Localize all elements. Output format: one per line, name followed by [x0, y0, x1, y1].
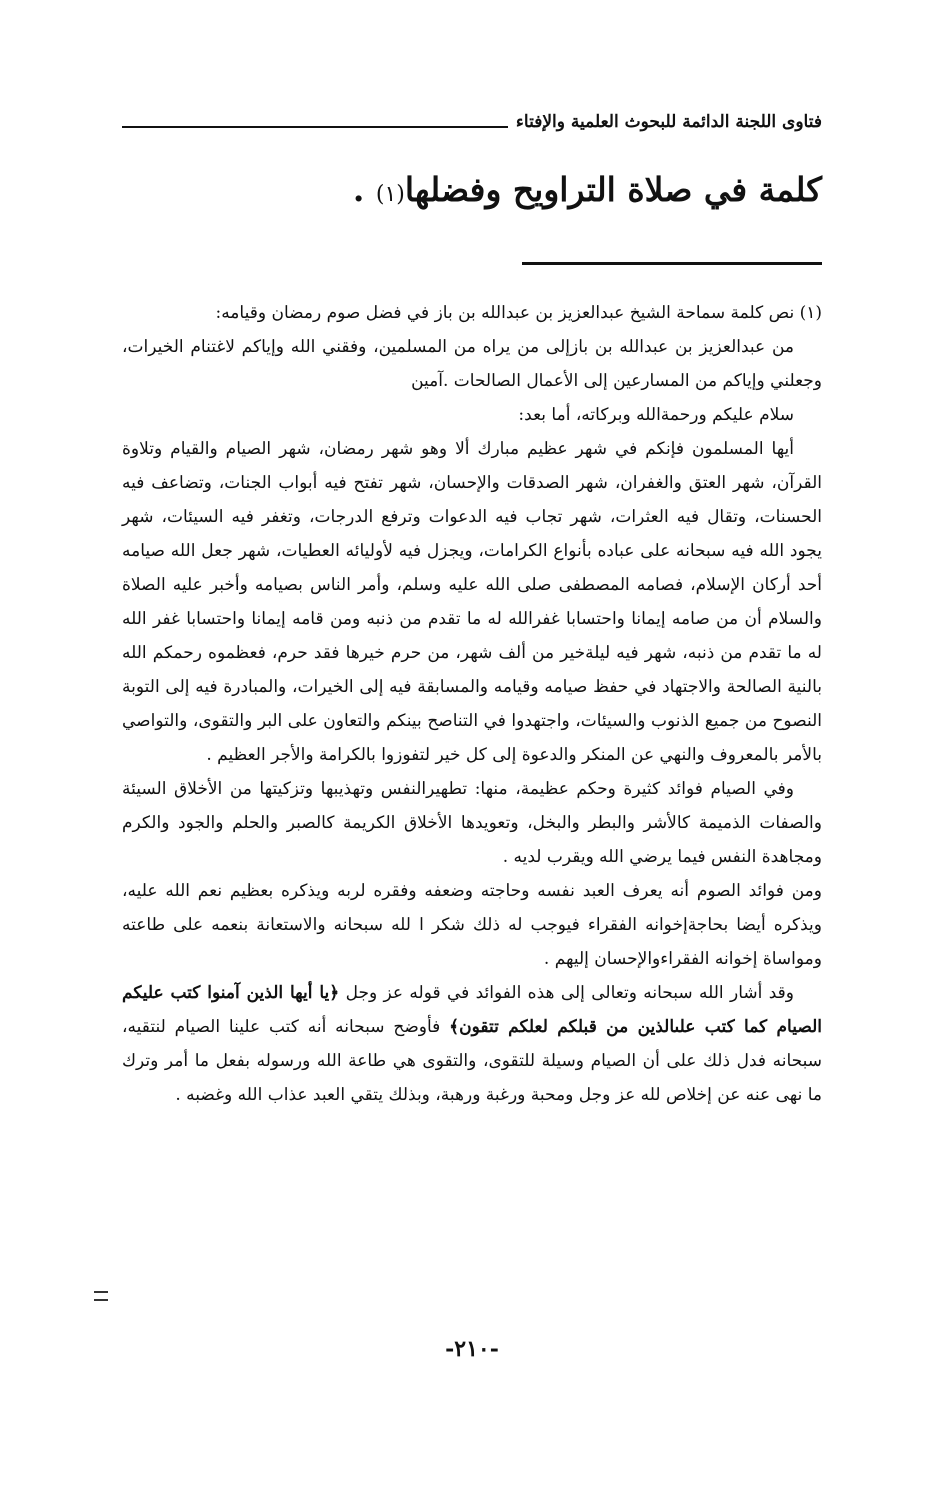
title-text: كلمة في صلاة التراويح وفضلها: [404, 170, 822, 209]
margin-mark: [94, 1291, 108, 1301]
footnote-intro: (١) نص كلمة سماحة الشيخ عبدالعزيز بن عبدالله بن باز في فضل صوم رمضان وقيامه:: [215, 303, 822, 323]
paragraph-benefits: وفي الصيام فوائد كثيرة وحكم عظيمة، منها: تطهيرالنفس وتهذيبها وتزكيتها من الأخلاق السيئة والصفات الذميمة كالأشر والبطر والبخل، وتعويدها الأخلاق الكريمة كالصبر والحلم والجود والكرم ومجاهدة النفس فيما يرضي الله ويقرب لديه .: [122, 779, 822, 867]
running-header: [122, 112, 822, 132]
verse-intro: وقد أشار الله سبحانه وتعالى إلى هذه الفوائد في قوله عز وجل: [345, 983, 794, 1003]
verse-explanation: فأوضح سبحانه أنه كتب علينا الصيام لنتقيه، سبحانه فدل ذلك على أن الصيام وسيلة للتقوى، والتقوى هي طاعة الله ورسوله بفعل ما أمر وترك ما نهى عنه عن إخلاص لله عز وجل ومحبة ورغبة ورهبة، وبذلك يتقي العبد عذاب الله وغضبه .: [122, 1017, 822, 1105]
footnote-separator: [522, 262, 822, 265]
title-footnote-ref: (١): [375, 182, 405, 207]
paragraph-ramadan: أيها المسلمون فإنكم في شهر عظيم مبارك ألا وهو شهر رمضان، شهر الصيام والقيام وتلاوة القرآن، شهر العتق والغفران، شهر الصدقات والإحسان، شهر تفتح فيه أبواب الجنات، وتضاعف فيه الحسنات، وتقال فيه العثرات، شهر تجاب فيه الدعوات وترفع الدرجات، وتغفر فيه السيئات، شهر يجود الله فيه سبحانه على عباده بأنواع الكرامات، ويجزل فيه لأوليائه العطيات، شهر جعل الله صيامه أحد أركان الإسلام، فصامه المصطفى صلى الله عليه وسلم، وأمر الناس بصيامه وأخبر عليه الصلاة والسلام أن من صامه إيمانا واحتسابا غفرالله له ما تقدم من ذنبه ومن قامه إيمانا واحتسابا غفر الله له ما تقدم من ذنبه، شهر فيه ليلةخير من ألف شهر، من حرم خيرها فقد حرم، فعظموه رحمكم الله بالنية الصالحة والاجتهاد في حفظ صيامه وقيامه والمسابقة فيه إلى الخيرات، والمبادرة فيه إلى التوبة النصوح من جميع الذنوب والسيئات، واجتهدوا في التناصح بينكم والتعاون على البر والتقوى، والتواصي بالأمر بالمعروف والنهي عن المنكر والدعوة إلى كل خير لتفوزوا بالكرامة والأجر العظيم .: [122, 439, 822, 765]
header-rule: [122, 126, 508, 128]
paragraph-verse: [122, 976, 822, 1112]
footnote-body: [122, 296, 822, 1112]
quran-verse: ﴿يا أيها الذين آمنوا كتب عليكم الصيام كما كتب علىالذين من قبلكم لعلكم تتقون﴾: [122, 983, 822, 1037]
page-title: [122, 170, 822, 210]
paragraph-self-knowledge: ومن فوائد الصوم أنه يعرف العبد نفسه وحاجته وضعفه وفقره لربه ويذكره بعظيم نعم الله عليه، ويذكره أيضا بحاجةإخوانه الفقراء فيوجب له ذلك شكر ا لله سبحانه والاستعانة بنعمه على طاعته ومواساة إخوانه الفقراءوالإحسان إليهم .: [122, 881, 822, 969]
letter-greeting: سلام عليكم ورحمةالله وبركاته، أما بعد:: [518, 405, 794, 425]
title-trailing: .: [352, 170, 365, 209]
page-number: -٢١٠-: [445, 1336, 499, 1362]
running-title: فتاوى اللجنة الدائمة للبحوث العلمية والإفتاء: [515, 112, 822, 132]
letter-opening: من عبدالعزيز بن عبدالله بن بازإلى من يراه من المسلمين، وفقني الله وإياكم لاغتنام الخيرات، وجعلني وإياكم من المسارعين إلى الأعمال الصالحات .آمين: [122, 337, 822, 391]
